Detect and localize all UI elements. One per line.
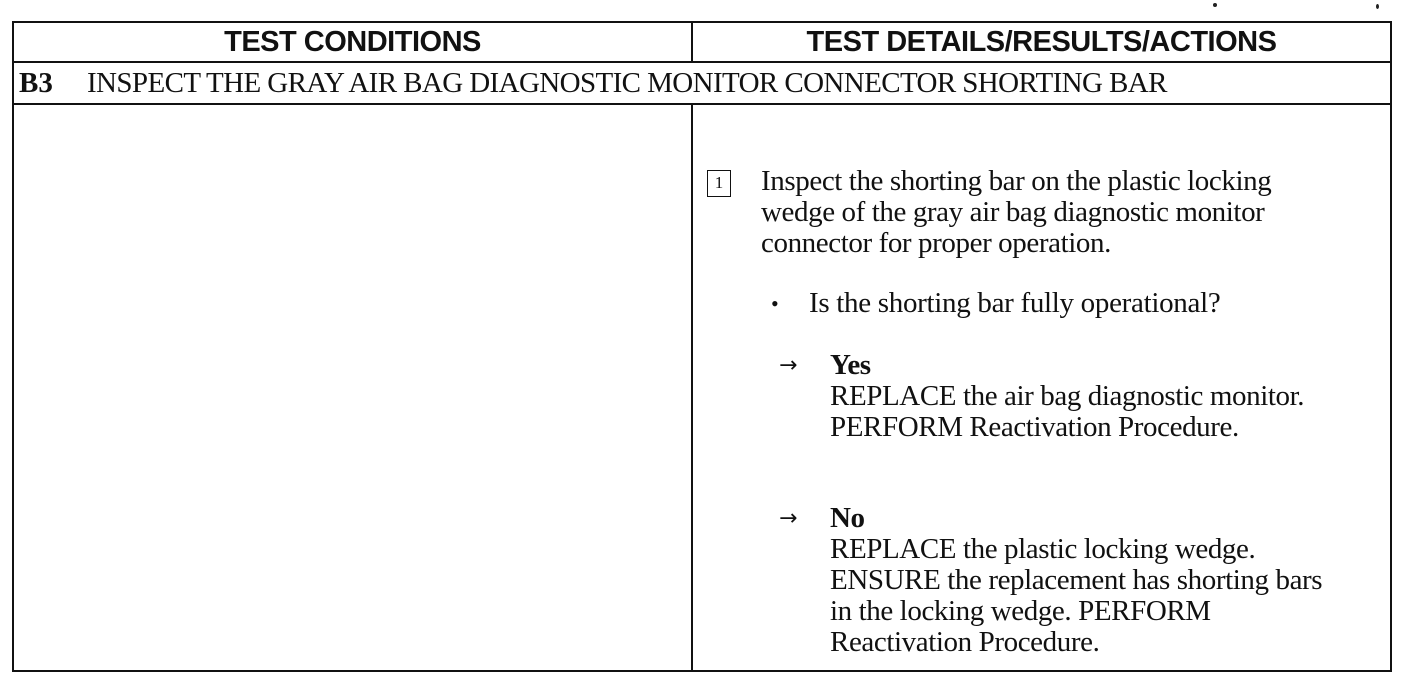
test-details-cell bbox=[693, 105, 1390, 670]
test-conditions-cell bbox=[14, 105, 693, 670]
header-test-conditions: TEST CONDITIONS bbox=[14, 23, 693, 61]
question-text: Is the shorting bar fully operational? bbox=[809, 287, 1221, 319]
header-test-details: TEST DETAILS/RESULTS/ACTIONS bbox=[806, 25, 1277, 58]
instruction-line: connector for proper operation. bbox=[761, 227, 1111, 259]
answer-yes-label: Yes bbox=[830, 349, 871, 381]
step-title-row bbox=[14, 63, 1390, 105]
answer-yes-text bbox=[830, 350, 1304, 443]
table-header bbox=[14, 23, 1390, 63]
instruction-text bbox=[761, 166, 1361, 259]
answer-no-line: ENSURE the replacement has shorting bars bbox=[830, 564, 1323, 596]
arrow-right-icon: → bbox=[779, 353, 798, 378]
scan-speck bbox=[1376, 4, 1379, 9]
question-item bbox=[771, 288, 1371, 319]
answer-yes-line: PERFORM Reactivation Procedure. bbox=[830, 411, 1239, 443]
answer-no-line: REPLACE the plastic locking wedge. bbox=[830, 533, 1256, 565]
step-title: INSPECT THE GRAY AIR BAG DIAGNOSTIC MONITOR CONNECTOR SHORTING BAR bbox=[87, 66, 1167, 99]
scan-speck bbox=[1213, 3, 1217, 7]
step-code: B3 bbox=[19, 66, 53, 99]
instruction-line: Inspect the shorting bar on the plastic locking bbox=[761, 165, 1272, 197]
answer-no-label: No bbox=[830, 502, 865, 534]
test-table bbox=[12, 21, 1392, 672]
answer-yes-line: REPLACE the air bag diagnostic monitor. bbox=[830, 380, 1305, 412]
answer-no bbox=[779, 503, 1379, 658]
arrow-right-icon: → bbox=[779, 506, 798, 531]
answer-no-line: in the locking wedge. PERFORM bbox=[830, 595, 1211, 627]
instruction-line: wedge of the gray air bag diagnostic monitor bbox=[761, 196, 1265, 228]
answer-yes bbox=[779, 350, 1379, 443]
answer-no-text bbox=[830, 503, 1322, 658]
step-number-box: 1 bbox=[707, 170, 731, 197]
answer-no-line: Reactivation Procedure. bbox=[830, 626, 1100, 658]
bullet-icon: • bbox=[771, 291, 779, 316]
